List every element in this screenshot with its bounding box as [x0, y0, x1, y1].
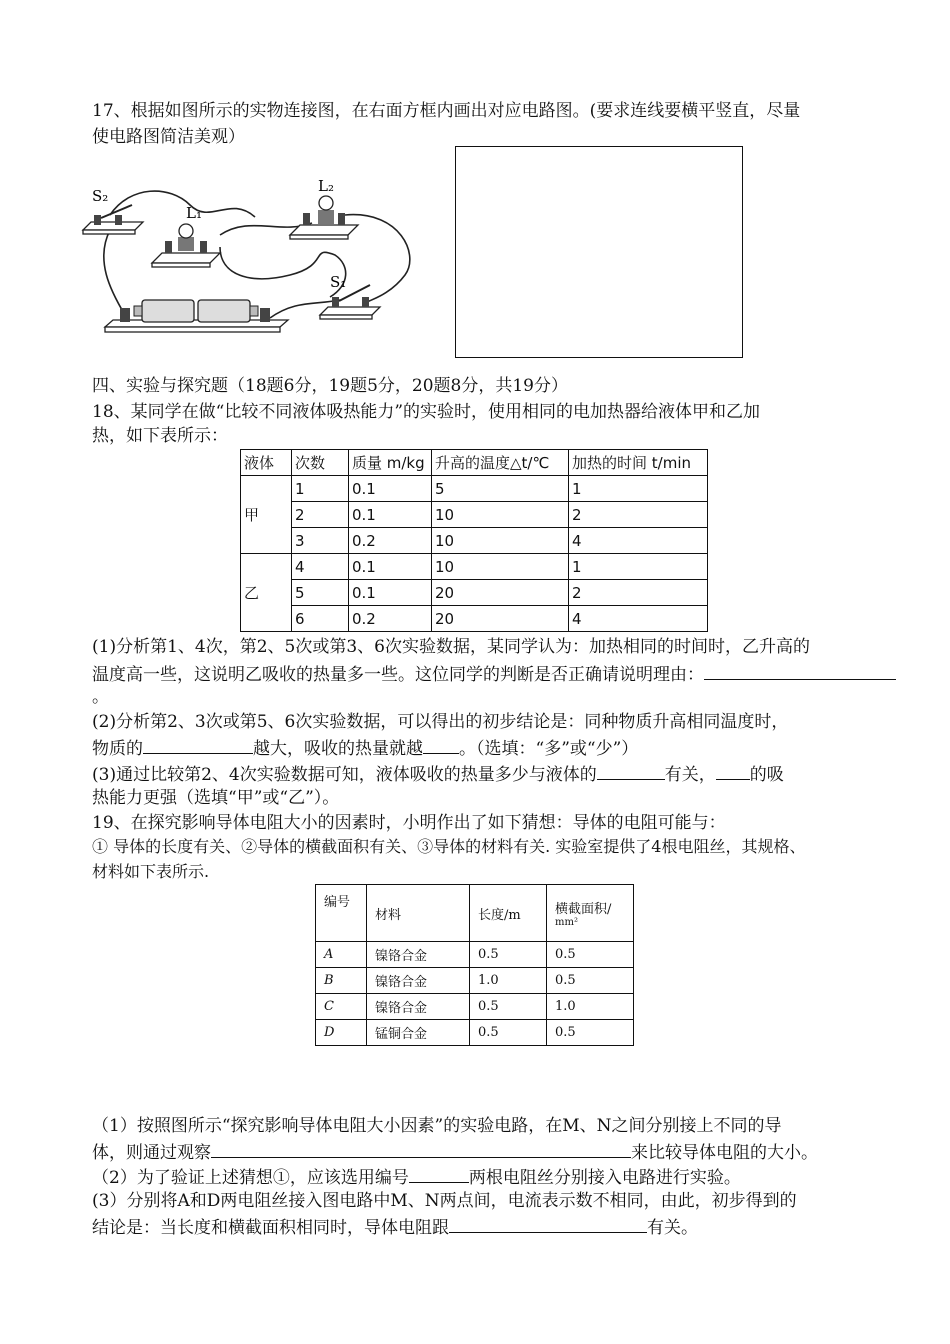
cell: 0.5 [547, 968, 634, 994]
cell: 10 [432, 528, 569, 554]
liquid-cell: 乙 [241, 554, 292, 632]
circuit-answer-box [455, 146, 743, 358]
label-l1: L₁ [186, 204, 202, 222]
q19-p1-line2 [92, 1139, 818, 1165]
q19-p2 [92, 1164, 741, 1190]
q18-line2: 热，如下表所示： [92, 426, 228, 446]
table-row [316, 942, 634, 968]
q19-p1-line2a: 体，则通过观察 [92, 1143, 211, 1163]
q17-line2: 使电路图简洁美观） [92, 127, 245, 147]
cell: 镍铬合金 [367, 968, 470, 994]
cell: 20 [432, 606, 569, 632]
cell: A [316, 942, 367, 968]
table-row [241, 476, 708, 502]
q18-p1-line1: (1)分析第1、4次，第2、5次或第3、6次实验数据，某同学认为：加热相同的时间时，乙升高的 [92, 637, 810, 657]
cell: D [316, 1020, 367, 1046]
q19-line3: 材料如下表所示. [92, 862, 210, 881]
liquid-cell: 甲 [241, 476, 292, 554]
answer-blank[interactable] [211, 1139, 631, 1158]
q17-line1: 17、根据如图所示的实物连接图，在右面方框内画出对应电路图。(要求连线要横平竖直，尽量 [92, 101, 801, 121]
switch-s2 [83, 205, 143, 234]
cell: 0.5 [470, 1020, 547, 1046]
cell: 镍铬合金 [367, 994, 470, 1020]
cell: 0.5 [470, 942, 547, 968]
cell: 0.5 [470, 994, 547, 1020]
cell: B [316, 968, 367, 994]
cell: 0.5 [547, 942, 634, 968]
cell: 0.1 [349, 476, 432, 502]
q19-p1-line2b: 来比较导体电阻的大小。 [631, 1143, 818, 1163]
liquid-heating-table [240, 449, 708, 632]
cell: 1 [569, 554, 708, 580]
table-row [241, 606, 708, 632]
cell: 5 [292, 580, 349, 606]
answer-blank[interactable] [704, 661, 896, 680]
circuit-illustration [80, 175, 425, 340]
q19-p3-line2a: 结论是：当长度和横截面积相同时，导体电阻跟 [92, 1218, 449, 1238]
label-l2: L₂ [318, 177, 334, 195]
q19-line2: ① 导体的长度有关、②导体的横截面积有关、③导体的材料有关. 实验室提供了4根电阻丝，其规格、 [92, 837, 806, 856]
label-s1: S₁ [330, 273, 347, 291]
q18-p3-line1c: 的吸 [749, 765, 784, 785]
cell: 1 [569, 476, 708, 502]
q18-p1-line2-text: 温度高一些，这说明乙吸收的热量多一些。这位同学的判断是否正确请说明理由： [92, 665, 704, 685]
header-cell [547, 885, 634, 942]
q19-p3-line2b: 有关。 [647, 1218, 698, 1238]
cell: 3 [292, 528, 349, 554]
cell: 20 [432, 580, 569, 606]
cell: 1.0 [547, 994, 634, 1020]
header-cell: 质量 m/kg [349, 450, 432, 476]
cell: 镍铬合金 [367, 942, 470, 968]
cell: 锰铜合金 [367, 1020, 470, 1046]
table-row [241, 502, 708, 528]
answer-blank[interactable] [143, 735, 253, 754]
q19-line1: 19、在探究影响导体电阻大小的因素时，小明作出了如下猜想：导体的电阻可能与： [92, 813, 726, 833]
header-cell: 材料 [367, 885, 470, 942]
header-cell-line1: 横截面积/ [555, 902, 612, 917]
cell: 5 [432, 476, 569, 502]
cell: 0.1 [349, 502, 432, 528]
cell: 4 [292, 554, 349, 580]
section-title: 四、实验与探究题（18题6分，19题5分，20题8分，共19分） [92, 376, 568, 396]
lamp-l2 [290, 196, 358, 239]
q18-p3-line2: 热能力更强（选填“甲”或“乙”）。 [92, 788, 340, 808]
wire-s2-l1 [110, 191, 255, 217]
table-row [241, 554, 708, 580]
cell: 4 [569, 528, 708, 554]
header-cell: 升高的温度△t/℃ [432, 450, 569, 476]
cell: 0.1 [349, 580, 432, 606]
cell: 1.0 [470, 968, 547, 994]
q18-p3-line1 [92, 761, 784, 787]
q19-p2a: （2）为了验证上述猜想①，应该选用编号 [92, 1168, 409, 1188]
q18-p2-line2 [92, 735, 638, 761]
q18-p3-line1a: (3)通过比较第2、4次实验数据可知，液体吸收的热量多少与液体的 [92, 765, 597, 785]
answer-blank[interactable] [409, 1164, 469, 1183]
table-row [241, 528, 708, 554]
q18-p3-line1b: 有关， [664, 765, 716, 785]
cell: 0.1 [349, 554, 432, 580]
q19-p3-line2 [92, 1214, 698, 1240]
cell: 0.2 [349, 528, 432, 554]
battery-holder [105, 300, 288, 332]
q18-p1-line2 [92, 661, 896, 687]
q18-p2-line2c: 。（选填：“多”或“少”） [459, 739, 639, 759]
cell: 1 [292, 476, 349, 502]
cell: 2 [569, 580, 708, 606]
header-cell-line2: mm² [555, 917, 578, 928]
wire-l1-s1 [220, 247, 346, 297]
q19-p2b: 两根电阻丝分别接入电路进行实验。 [468, 1168, 741, 1188]
table-header-row [316, 885, 634, 942]
cell: 0.2 [349, 606, 432, 632]
cell: 0.5 [547, 1020, 634, 1046]
q18-p1-end: 。 [92, 687, 109, 707]
table-row [316, 1020, 634, 1046]
q18-p2-line2a: 物质的 [92, 739, 143, 759]
header-cell: 次数 [292, 450, 349, 476]
resistance-wire-table [315, 884, 634, 1046]
q19-p1-line1: （1）按照图所示“探究影响导体电阻大小因素”的实验电路，在M、N之间分别接上不同的导 [92, 1116, 782, 1136]
cell: 2 [569, 502, 708, 528]
table-row [316, 968, 634, 994]
cell: 4 [569, 606, 708, 632]
cell: 10 [432, 554, 569, 580]
lamp-l1 [152, 224, 220, 267]
q18-p2-line1: (2)分析第2、3次或第5、6次实验数据，可以得出的初步结论是：同种物质升高相同温度时， [92, 712, 789, 732]
answer-blank[interactable] [423, 735, 459, 754]
table-header-row [241, 450, 708, 476]
q18-p2-line2b: 越大，吸收的热量就越 [253, 739, 423, 759]
answer-blank[interactable] [597, 761, 665, 780]
cell: C [316, 994, 367, 1020]
q18-line1: 18、某同学在做“比较不同液体吸热能力”的实验时，使用相同的电加热器给液体甲和乙加 [92, 402, 761, 422]
table-row [316, 994, 634, 1020]
header-cell: 编号 [316, 885, 367, 942]
header-cell: 液体 [241, 450, 292, 476]
cell: 2 [292, 502, 349, 528]
answer-blank[interactable] [449, 1214, 647, 1233]
cell: 10 [432, 502, 569, 528]
label-s2: S₂ [92, 187, 109, 205]
wire-s2-battery [104, 230, 125, 315]
answer-blank[interactable] [716, 761, 750, 780]
q19-p3-line1: (3）分别将A和D两电阻丝接入图电路中M、N两点间，电流表示数不相同，由此，初步得到的 [92, 1191, 797, 1211]
header-cell: 长度/m [470, 885, 547, 942]
cell: 6 [292, 606, 349, 632]
header-cell: 加热的时间 t/min [569, 450, 708, 476]
table-row [241, 580, 708, 606]
